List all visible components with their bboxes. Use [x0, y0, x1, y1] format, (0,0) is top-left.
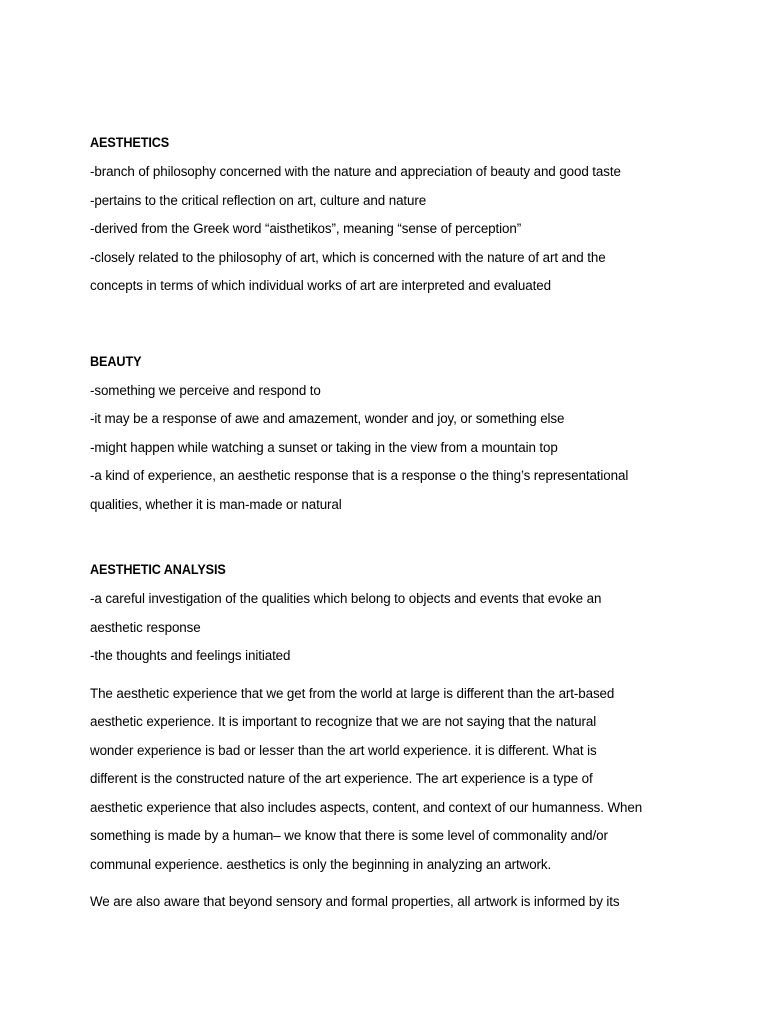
- text-line: -closely related to the philosophy of art, which is concerned with the nature of art and the: [90, 249, 606, 265]
- text-line: -the thoughts and feelings initiated: [90, 648, 291, 663]
- text-line: -branch of philosophy concerned with the nature and appreciation of beauty and good taste: [90, 164, 621, 179]
- section-heading: AESTHETIC ANALYSIS: [90, 562, 226, 577]
- section-spacer: [90, 301, 690, 349]
- text-line: -pertains to the critical reflection on art, culture and nature: [90, 192, 427, 208]
- text-line: The aesthetic experience that we get from the world at large is different than the art-based: [90, 685, 615, 701]
- section-beauty: [90, 349, 690, 520]
- text-line: -might happen while watching a sunset or taking in the view from a mountain top: [90, 439, 558, 455]
- section-heading: BEAUTY: [90, 353, 142, 369]
- text-line: -derived from the Greek word “aisthetikos”, meaning “sense of perception”: [90, 221, 522, 236]
- text-line: We are also aware that beyond sensory and formal properties, all artwork is informed by its: [90, 894, 620, 909]
- paragraph-spacer: [90, 671, 690, 680]
- body-paragraph: [90, 680, 690, 880]
- section-spacer: [90, 519, 690, 557]
- text-line: different is the constructed nature of the art experience. The art experience is a type of: [90, 771, 593, 786]
- text-line: concepts in terms of which individual works of art are interpreted and evaluated: [90, 278, 551, 293]
- text-line: aesthetic experience that also includes aspects, content, and context of our humanness. When: [90, 799, 643, 815]
- section-heading: AESTHETICS: [90, 135, 170, 150]
- text-line: -a careful investigation of the qualities which belong to objects and events that evoke an: [90, 591, 602, 606]
- text-line: communal experience. aesthetics is only the beginning in analyzing an artwork.: [90, 856, 552, 872]
- text-line: -something we perceive and respond to: [90, 382, 321, 398]
- text-line: something is made by a human– we know that there is some level of commonality and/or: [90, 828, 608, 843]
- text-line: aesthetic response: [90, 619, 201, 635]
- text-line: -it may be a response of awe and amazement, wonder and joy, or something else: [90, 411, 565, 426]
- text-line: -a kind of experience, an aesthetic response that is a response o the thing’s representational: [90, 468, 629, 483]
- text-line: qualities, whether it is man-made or natural: [90, 496, 342, 512]
- paragraph-spacer: [90, 879, 690, 888]
- section-aesthetics: [90, 130, 690, 301]
- body-paragraph: [90, 888, 690, 917]
- text-line: wonder experience is bad or lesser than the art world experience. it is different. What is: [90, 742, 597, 758]
- section-aesthetic-analysis: [90, 557, 690, 671]
- document-body: [90, 130, 690, 917]
- text-line: aesthetic experience. It is important to recognize that we are not saying that the natural: [90, 714, 597, 729]
